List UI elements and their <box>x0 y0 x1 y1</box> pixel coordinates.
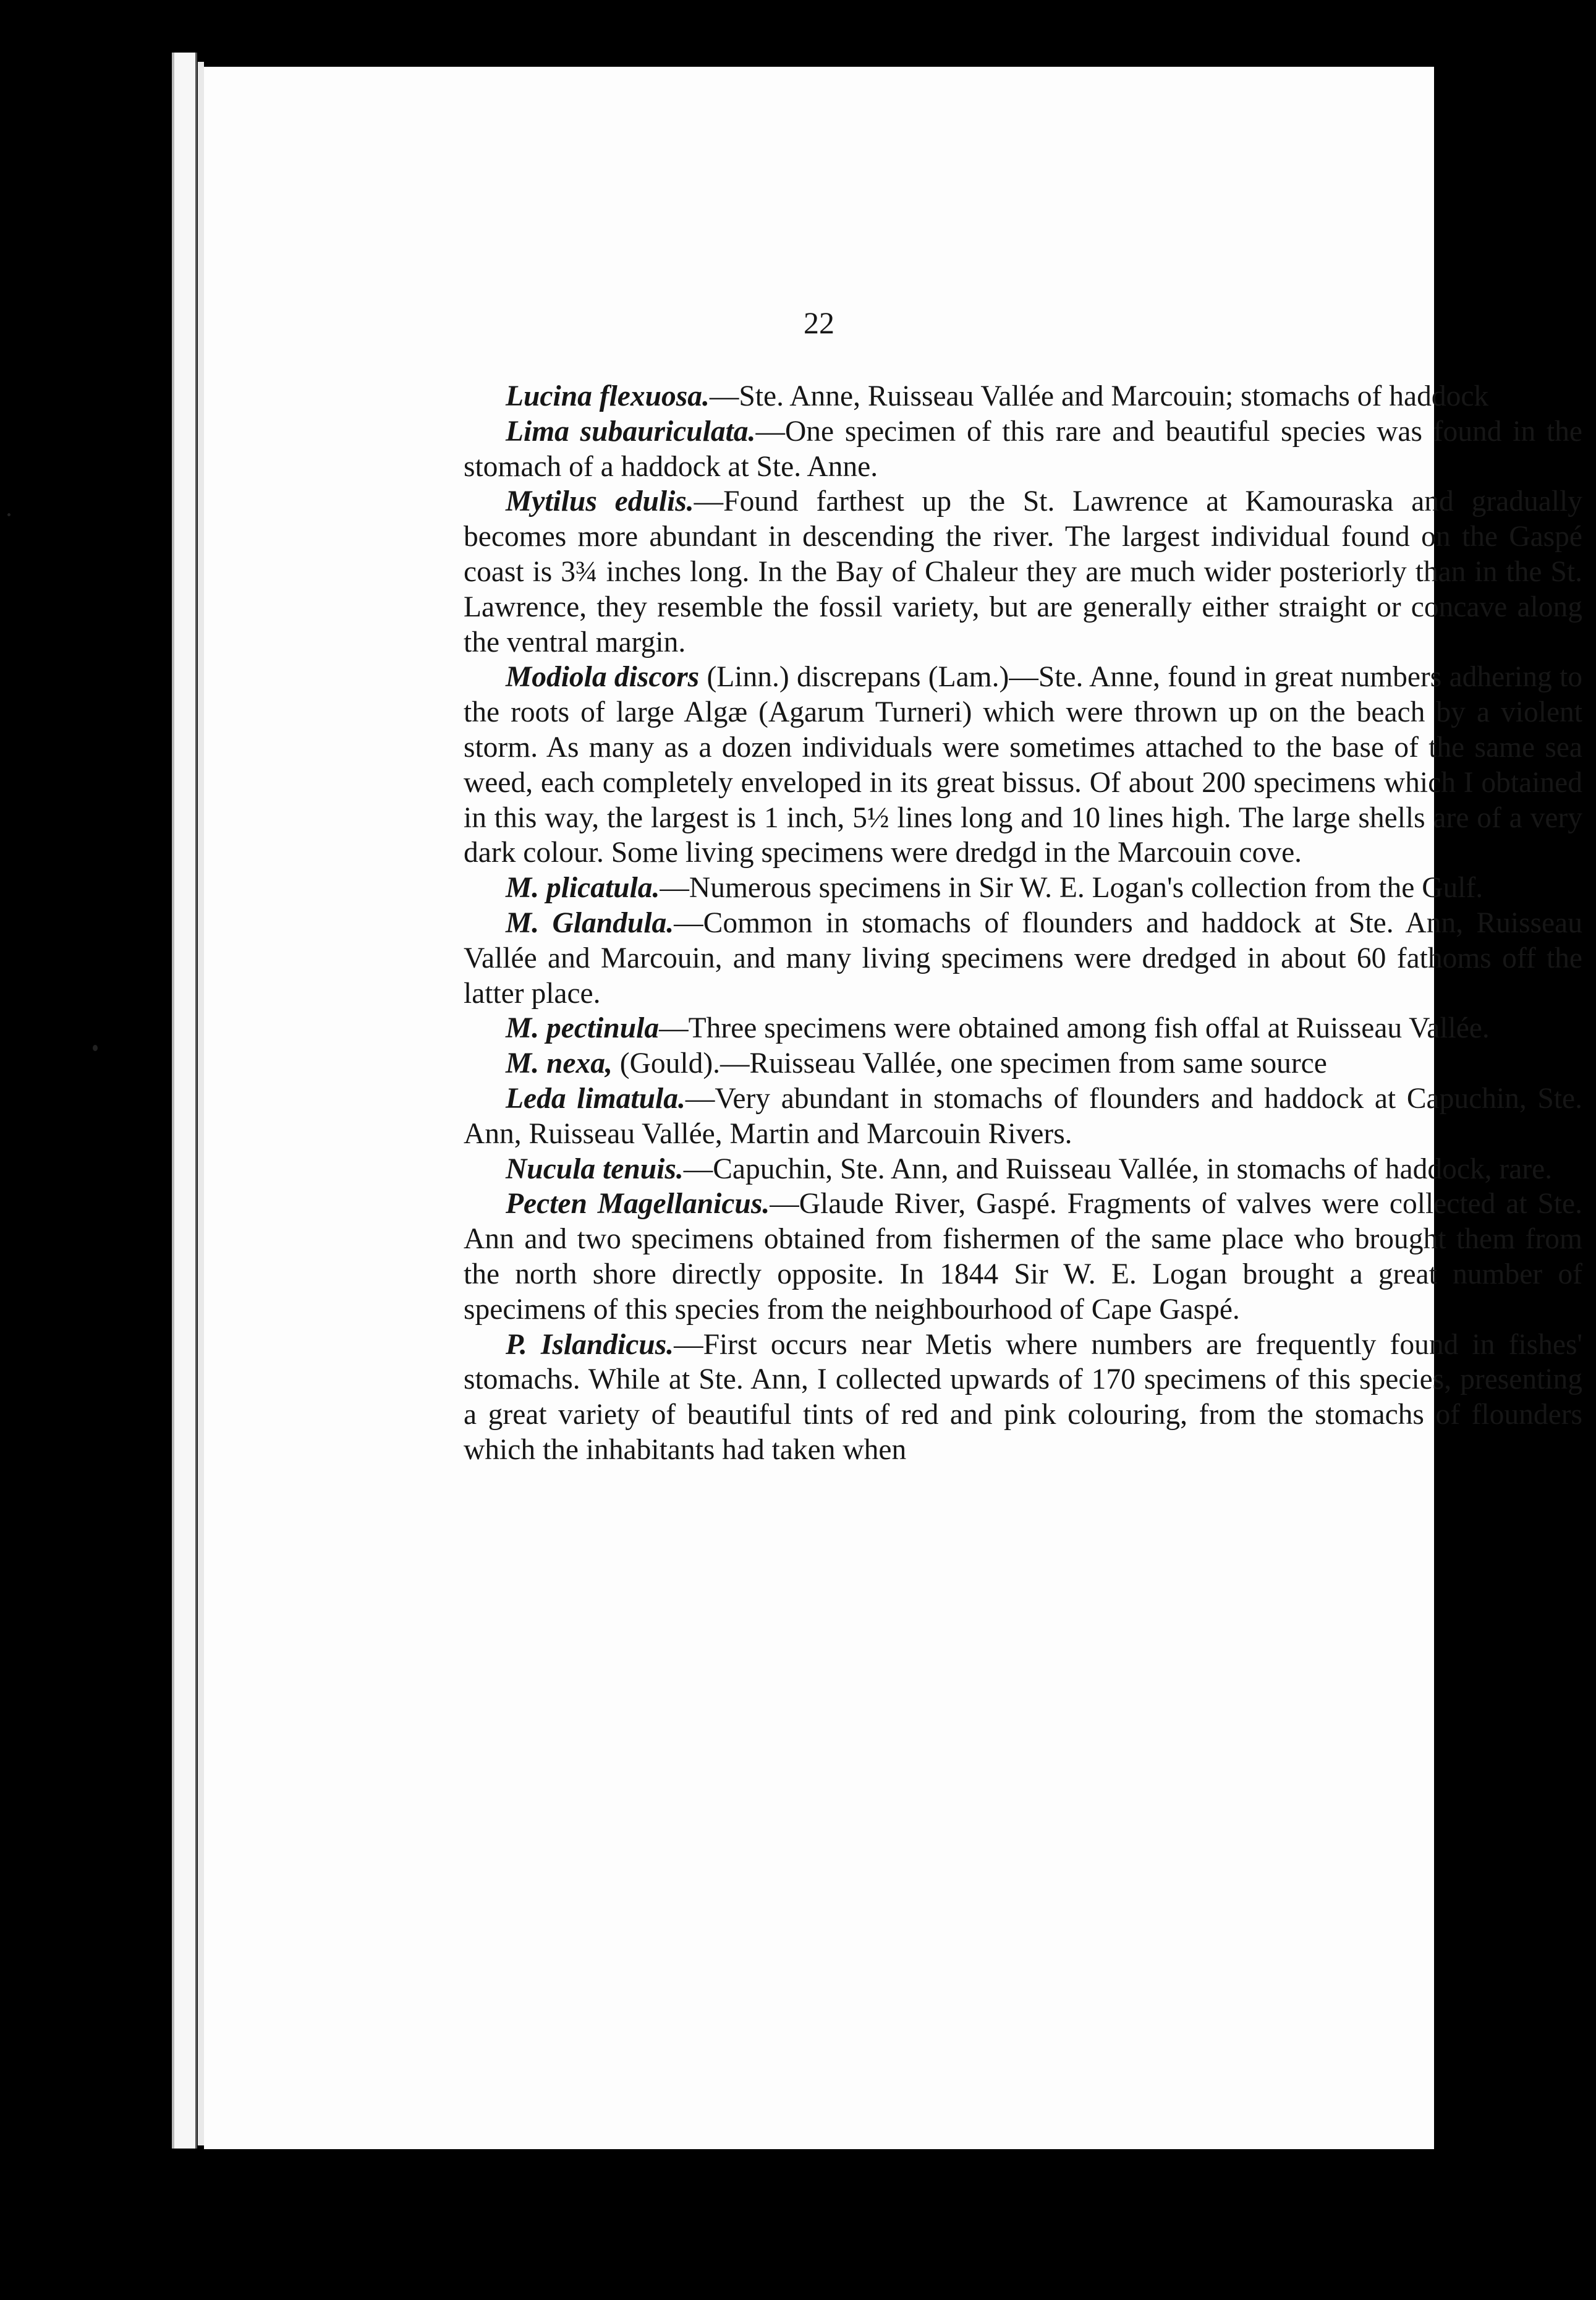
entry-paragraph <box>464 1327 1582 1468</box>
page-gutter <box>198 62 204 2145</box>
taxon-name: Mytilus edulis. <box>506 485 694 518</box>
taxon-name: Lima subauriculata. <box>506 415 756 448</box>
taxon-name: M. pectinula <box>506 1012 660 1045</box>
taxon-name: Lucina flexuosa. <box>506 380 710 412</box>
entry-text: (Gould).—Ruisseau Vallée, one specimen from same source <box>612 1047 1327 1080</box>
taxon-name: P. Islandicus. <box>506 1328 674 1361</box>
entry-text: —Capuchin, Ste. Ann, and Ruisseau Vallée, in stomachs of haddock, rare. <box>683 1152 1553 1185</box>
entry-text: —Ste. Anne, Ruisseau Vallée and Marcouin; stomachs of haddock <box>709 380 1489 412</box>
scanned-page <box>204 67 1582 2149</box>
entry-paragraph <box>464 1152 1582 1187</box>
book-spine-edge <box>172 53 197 2149</box>
entry-paragraph <box>464 484 1582 660</box>
entry-text: —First occurs near Metis where numbers are frequently found in fishes' stomachs. While at Ste. Ann, I collected upwards of 170 specimens of this species, presenting a great variety of beautiful tints of red and pink colouring, from the stomachs of flounders which the inhabitants had taken when <box>464 1328 1582 1466</box>
taxon-name: M. Glandula. <box>506 906 674 939</box>
entry-paragraph <box>464 1186 1582 1327</box>
entry-paragraph <box>464 906 1582 1011</box>
page-body <box>464 379 1582 1468</box>
taxon-name: Leda limatula. <box>506 1082 686 1115</box>
entry-paragraph <box>464 660 1582 871</box>
entry-text: —Found farthest up the St. Lawrence at Kamouraska and gradually becomes more abundant in descending the river. The largest individual found on the Gaspé coast is 3¾ inches long. In the Bay of Chaleur they are much wider posteriorly than in the St. Lawrence, they resemble the fossil variety, but are generally either straight or concave along the ventral margin. <box>464 485 1582 658</box>
taxon-name: M. nexa, <box>506 1047 613 1080</box>
entry-paragraph <box>464 379 1582 414</box>
entry-text: —Three specimens were obtained among fish offal at Ruisseau Vallée. <box>659 1012 1490 1045</box>
taxon-name: M. plicatula. <box>506 872 660 905</box>
entry-text: —Glaude River, Gaspé. Fragments of valves were collected at Ste. Ann and two specimens obtained from fishermen of the same place who brought them from the north shore directly opposite. In 1844 Sir W. E. Logan brought a great number of specimens of this species from the neighbourhood of Cape Gaspé. <box>464 1188 1582 1326</box>
scan-speck <box>93 1045 98 1051</box>
entry-text: —One specimen of this rare and beautiful species was found in the stomach of a haddock at Ste. Anne. <box>464 415 1582 483</box>
taxon-name: Nucula tenuis. <box>506 1152 684 1185</box>
entry-text: —Numerous specimens in Sir W. E. Logan's collection from the Gulf. <box>660 872 1484 905</box>
page-number: 22 <box>804 305 834 340</box>
entry-text: —Very abundant in stomachs of flounders and haddock at Capuchin, Ste. Ann, Ruisseau Vallée, Martin and Marcouin Rivers. <box>464 1082 1582 1150</box>
entry-paragraph <box>464 1011 1582 1046</box>
entry-text: (Linn.) discrepans (Lam.)—Ste. Anne, found in great numbers adhering to the roots of large Algæ (Agarum Turneri) which were thrown up on the beach by a violent storm. As many as a dozen individuals were sometimes attached to the base of the same sea weed, each completely enveloped in its great bissus. Of about 200 specimens which I obtained in this way, the largest is 1 inch, 5½ lines long and 10 lines high. The large shells are of a very dark colour. Some living specimens were dredgd in the Marcouin cove. <box>464 661 1582 869</box>
taxon-name: Modiola discors <box>506 661 700 694</box>
entry-paragraph <box>464 871 1582 906</box>
entry-paragraph <box>464 414 1582 485</box>
scan-speck <box>7 513 11 516</box>
taxon-name: Pecten Magellanicus. <box>506 1188 770 1220</box>
entry-paragraph <box>464 1081 1582 1152</box>
entry-text: —Common in stomachs of flounders and haddock at Ste. Ann, Ruisseau Vallée and Marcouin, and many living specimens were dredged in about 60 fathoms off the latter place. <box>464 906 1582 1010</box>
entry-paragraph <box>464 1046 1582 1081</box>
